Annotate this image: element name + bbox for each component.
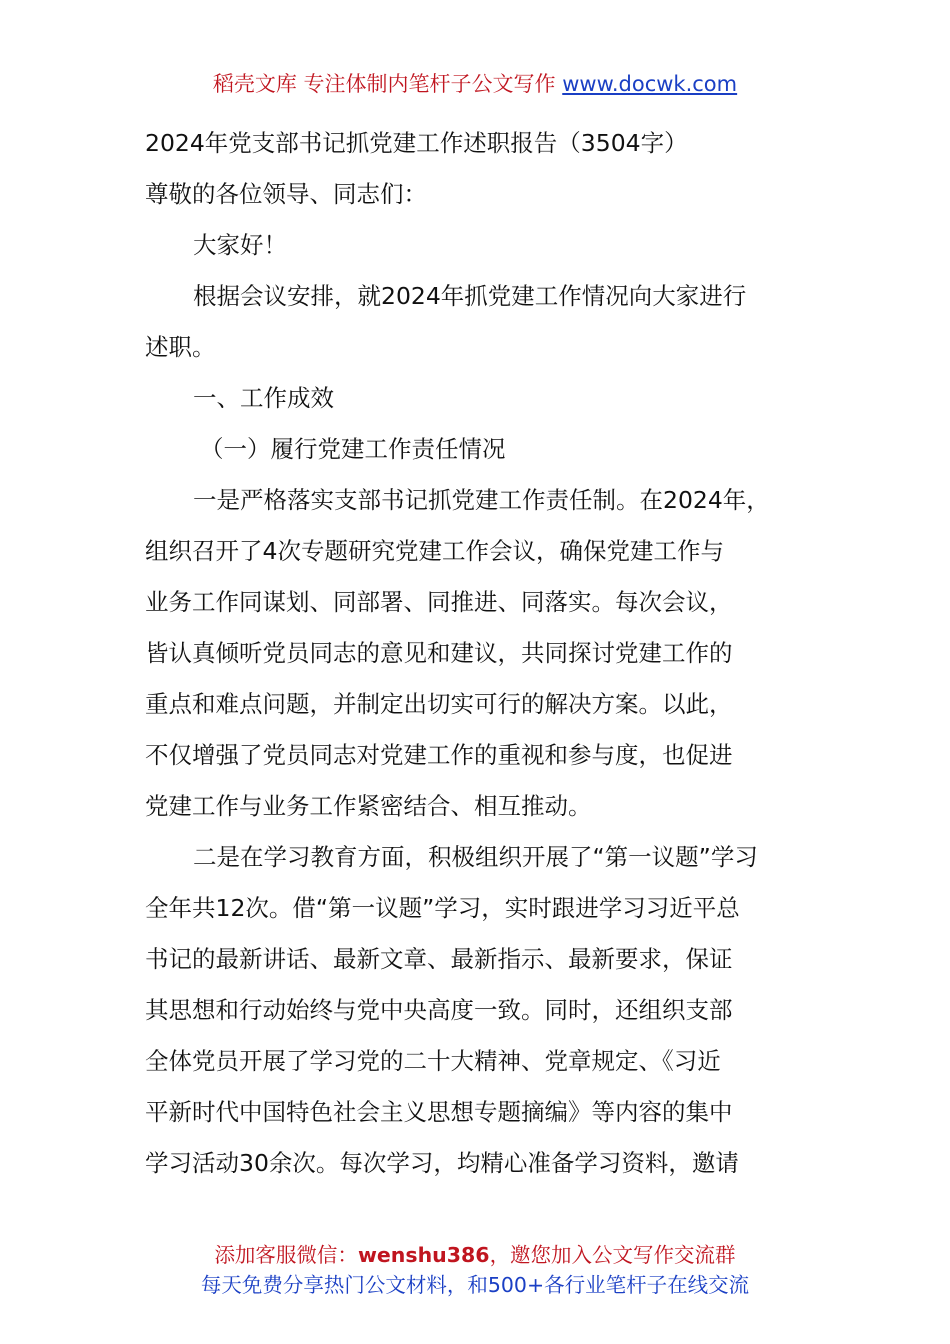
website-link[interactable]: www.docwk.com <box>562 72 738 96</box>
footer-suffix: ，邀您加入公文写作交流群 <box>489 1243 736 1267</box>
paragraph-line: 二是在学习教育方面，积极组织开展了“第一议题”学习 <box>193 843 758 871</box>
paragraph-line: 平新时代中国特色社会主义思想专题摘编》等内容的集中 <box>145 1098 733 1126</box>
paragraph-line: 业务工作同谋划、同部署、同推进、同落实。每次会议， <box>145 588 733 616</box>
subsection-heading: （一）履行党建工作责任情况 <box>200 435 506 463</box>
footer-wechat-line <box>0 1240 950 1270</box>
paragraph-line: 全年共12次。借“第一议题”学习，实时跟进学习习近平总 <box>145 894 740 922</box>
brand-slogan: 稻壳文库 专注体制内笔杆子公文写作 <box>212 72 556 96</box>
footer-prefix: 添加客服微信： <box>214 1243 358 1267</box>
watermark-header <box>0 68 950 100</box>
paragraph-line: 根据会议安排，就2024年抓党建工作情况向大家进行 <box>193 282 747 310</box>
section-heading: 一、工作成效 <box>193 384 334 412</box>
paragraph-line: 皆认真倾听党员同志的意见和建议，共同探讨党建工作的 <box>145 639 733 667</box>
paragraph-line: 全体党员开展了学习党的二十大精神、党章规定、《习近 <box>145 1047 721 1075</box>
paragraph-line: 不仅增强了党员同志对党建工作的重视和参与度，也促进 <box>145 741 733 769</box>
paragraph-line: 学习活动30余次。每次学习，均精心准备学习资料，邀请 <box>145 1149 739 1177</box>
salutation: 尊敬的各位领导、同志们： <box>145 180 427 208</box>
document-title: 2024年党支部书记抓党建工作述职报告（3504字） <box>145 129 688 157</box>
paragraph-line: 重点和难点问题，并制定出切实可行的解决方案。以此， <box>145 690 733 718</box>
wechat-id: wenshu386 <box>357 1243 490 1267</box>
paragraph-line: 党建工作与业务工作紧密结合、相互推动。 <box>145 792 592 820</box>
paragraph-line: 其思想和行动始终与党中央高度一致。同时，还组织支部 <box>145 996 733 1024</box>
greeting: 大家好！ <box>193 231 287 259</box>
footer-share-line: 每天免费分享热门公文材料，和500+各行业笔杆子在线交流 <box>200 1273 750 1297</box>
paragraph-line: 一是严格落实支部书记抓党建工作责任制。在2024年， <box>193 486 770 514</box>
paragraph-line: 组织召开了4次专题研究党建工作会议，确保党建工作与 <box>145 537 724 565</box>
paragraph-line: 述职。 <box>145 333 216 361</box>
paragraph-line: 书记的最新讲话、最新文章、最新指示、最新要求，保证 <box>145 945 733 973</box>
document-body <box>145 118 835 1189</box>
promo-footer <box>0 1240 950 1300</box>
